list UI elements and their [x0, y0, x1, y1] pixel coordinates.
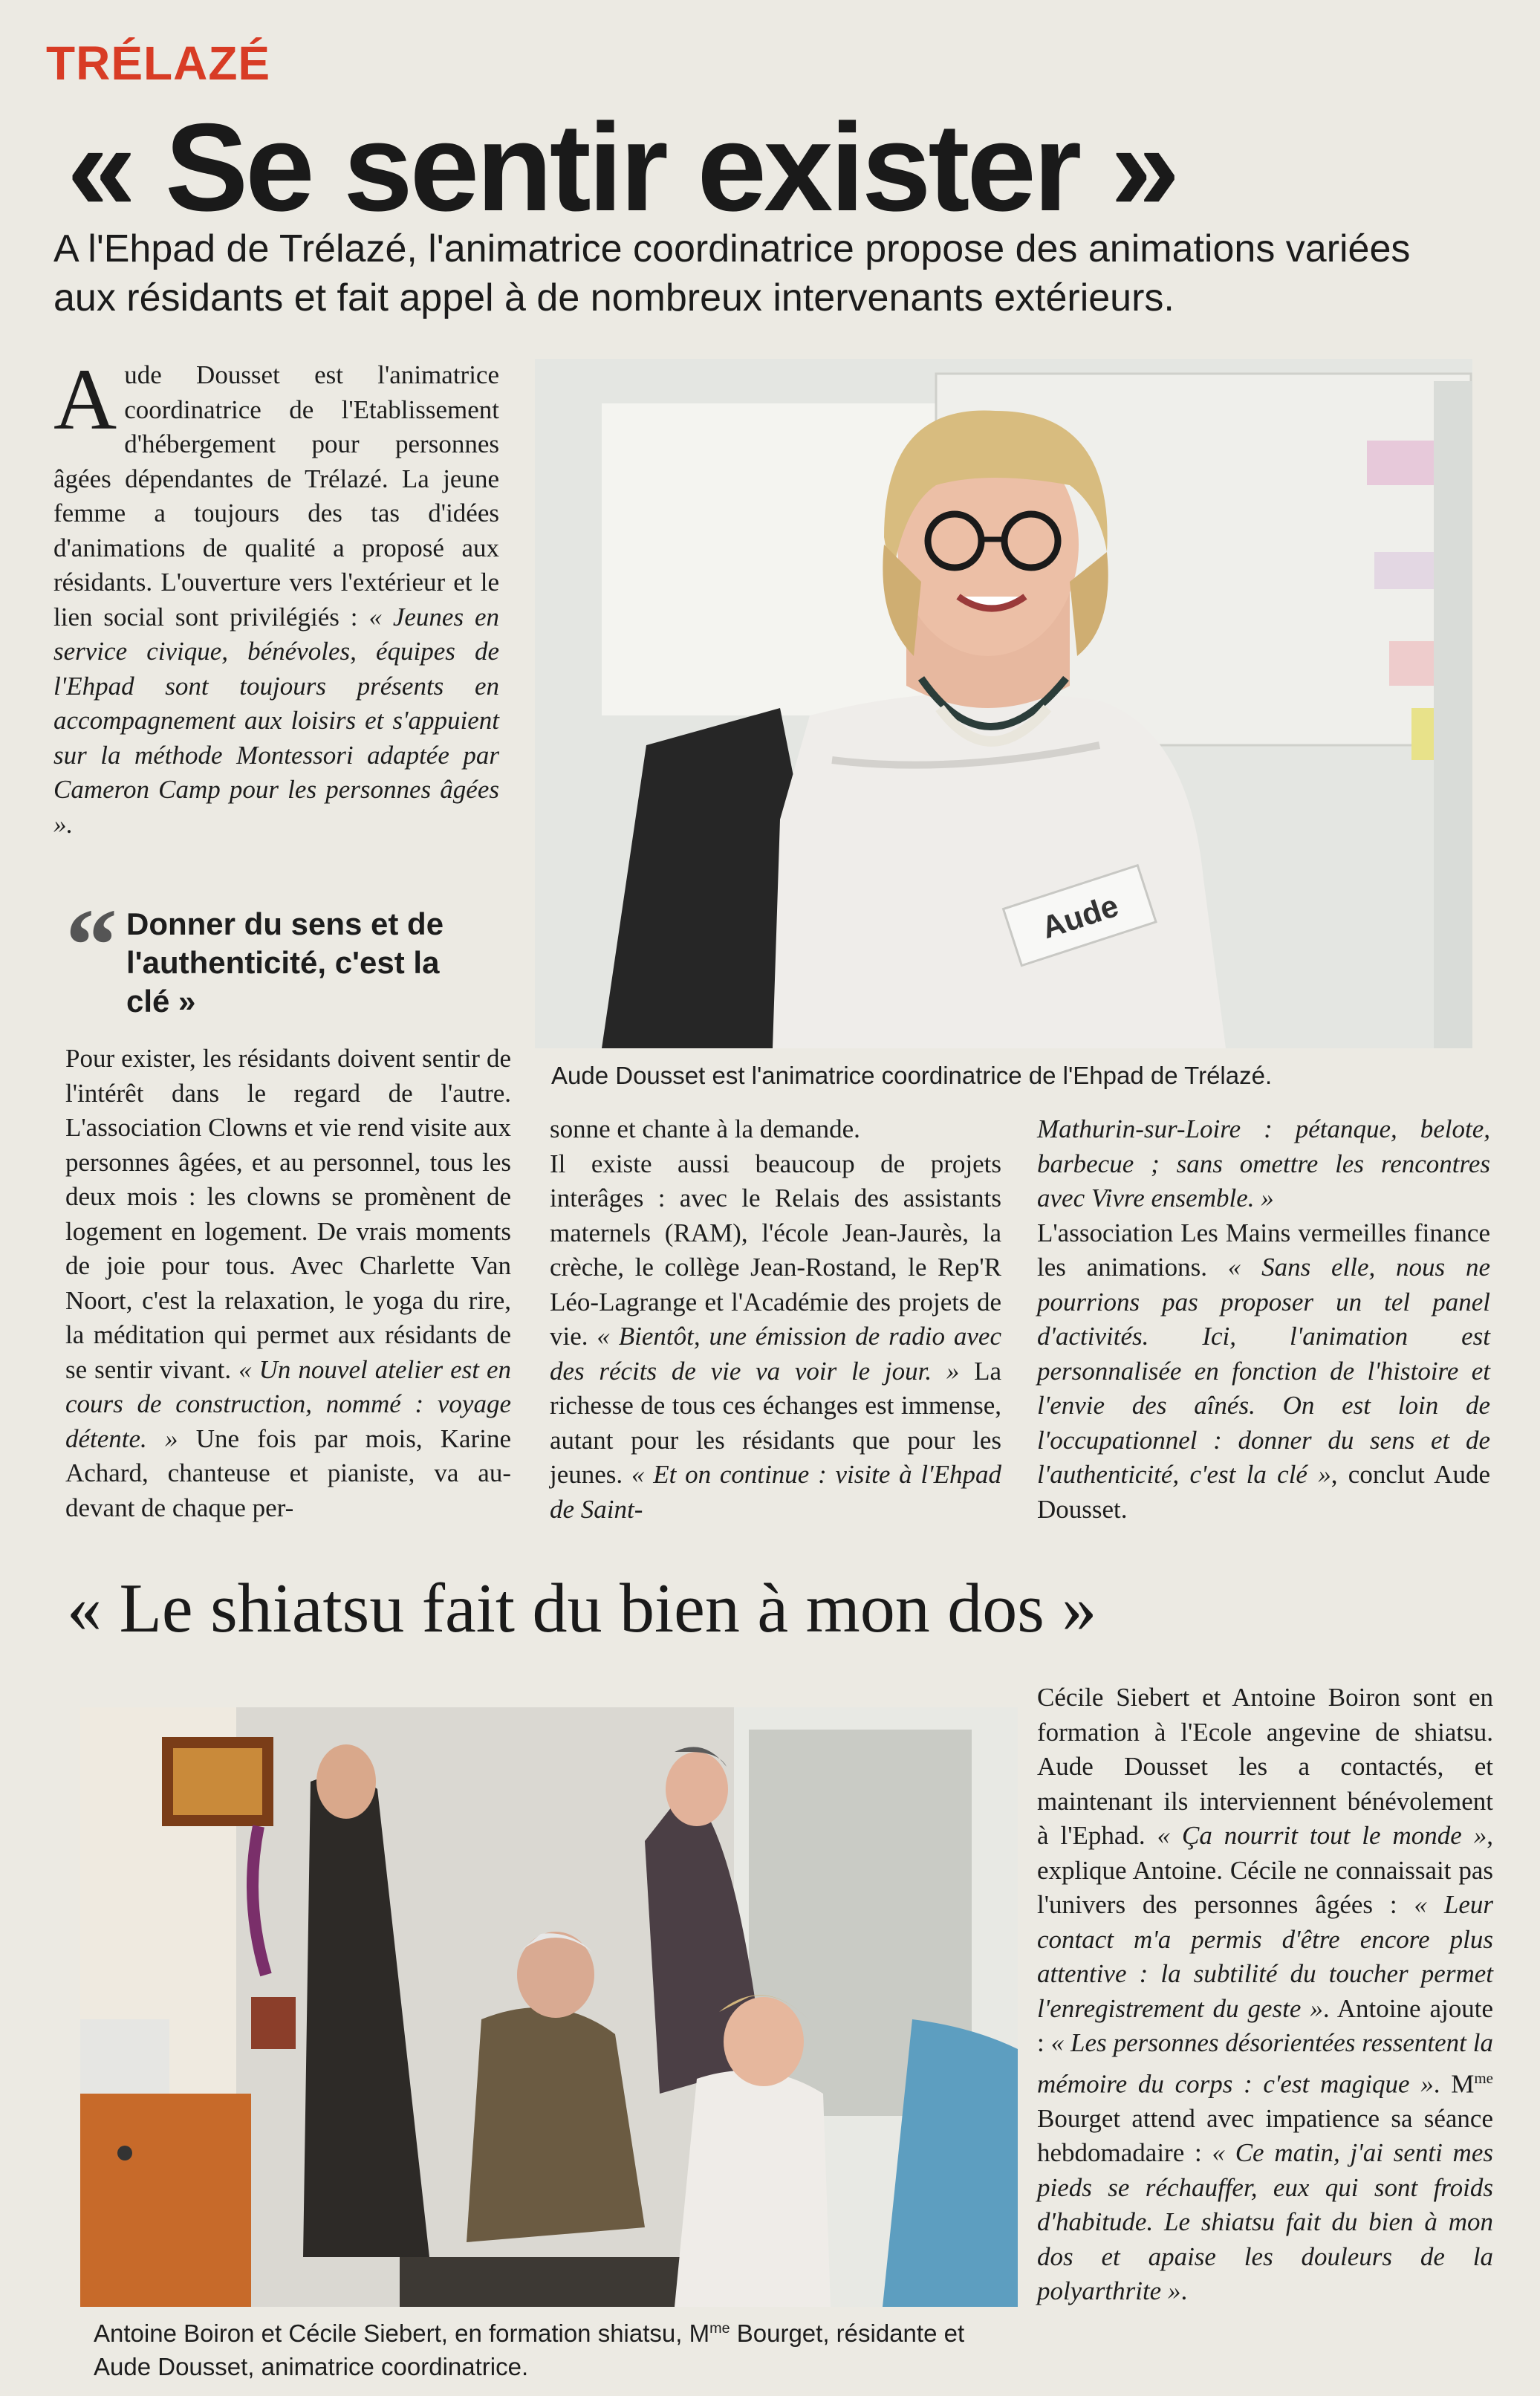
paragraph-4-a: L'association Les Mains vermeilles finance les animations. — [1037, 1218, 1490, 1282]
article-column-3: Mathurin-sur-Loire : pétanque, belote, barbecue ; sans omettre les rencontres avec Vivre ensemble. » L'association Les Mains vermeilles finance les animations. « Sans elle, nous ne pourrions pas proposer un tel panel d'activités. Ici, l'animation est personnalisée en fonction de l'histoire et l'envie des aînés. On est loin de l'occupationnel : donner du sens et de l'authenticité, c'est la clé », conclut Aude Dousset. — [1037, 1114, 1490, 1524]
shiatsu-column: Cécile Siebert et Antoine Boiron sont en formation à l'Ecole angevine de shiatsu. Aude Dousset les a contactés, et maintenant ils interviennent bénévolement à l'Ephad. « Ça nourrit tout le monde », explique Antoine. Cécile ne connaissait pas l'univers des personnes âgées : « Leur contact m'a permis d'être encore plus attentive : la subtilité du toucher permet l'enregistrement du geste ». Antoine ajoute : « Les personnes désorientées ressentent la mémoire du corps : c'est magique ». $M^{me}$ Bourget attend avec impatience sa séance hebdomadaire : « Ce matin, j'ai senti mes pieds se réchauffer, eux qui sont froids d'habitude. Le shiatsu fait du bien à mon dos et apaise les douleurs de la polyarthrite ». — [1037, 1683, 1493, 2306]
paragraph-1-quote: « Jeunes en service civique, bénévoles, équipes de l'Ehpad sont toujours présents en accompagnement aux loisirs et s'appuient sur la méthode Montessori adaptée par Cameron Camp pour les personnes âgées ». — [53, 602, 499, 839]
article-column-2: sonne et chante à la demande. Il existe aussi beaucoup de projets interâges : avec le Relais des assistants maternels (RAM), l'école Jean-Jaurès, la crèche, le collège Jean-Rostand, le Rep'R Léo-Lagrange et l'Académie des projets de vie. « Bientôt, une émission de radio avec des récits de vie va voir le jour. » La richesse de tous ces échanges est immense, autant pour les résidants que pour les jeunes. « Et on continue : visite à l'Ehpad de Saint- — [550, 1114, 1001, 1524]
standfirst: A l'Ehpad de Trélazé, l'animatrice coordinatrice propose des animations variées aux résidants et fait appel à de nombreux intervenants extérieurs. — [53, 227, 1411, 319]
paragraph-4-quote: « Sans elle, nous ne pourrions pas proposer un tel panel d'activités. Ici, l'animation est personnalisée en fonction de l'histoire et l'envie des aînés. On est loin de l'occupationnel : donner du sens et de l'authenticité, c'est la clé » — [1037, 1253, 1490, 1489]
pull-quote-text: Donner du sens et de l'authenticité, c'est la clé » — [126, 906, 444, 1019]
headline-2: « Le shiatsu fait du bien à mon dos » — [67, 1570, 1097, 1647]
quote-mark-icon: “ — [65, 888, 117, 1003]
pull-quote — [65, 888, 481, 1021]
name-badge: Aude — [1037, 888, 1122, 946]
paragraph-4-c: , conclut Aude Dousset. — [1037, 1460, 1490, 1524]
photo-1-caption: Aude Dousset est l'animatrice coordinatrice de l'Ehpad de Trélazé. — [551, 1062, 1273, 1089]
section-tag: TRÉLAZÉ — [46, 36, 271, 90]
headline: « Se sentir exister » — [67, 97, 1177, 237]
photo-shiatsu-group — [80, 1707, 1018, 2307]
photo-aude-dousset — [535, 359, 1472, 1048]
article-column-1-lower: Pour exister, les résidants doivent sentir de l'intérêt dans le regard de l'autre. L'association Clowns et vie rend visite aux personnes âgées, et au personnel, tous les deux mois : les clowns se promènent de logement en logement. De vrais moments de joie pour tous. Avec Charlette Van Noort, c'est la relaxation, le yoga du rire, la méditation qui permet aux résidants de se sentir vivant. « Un nouvel atelier est en cours de construction, nommé : voyage détente. » Une fois par mois, Karine Achard, chanteuse et pianiste, va au-devant de chaque per- — [65, 1044, 511, 1522]
paragraph-1: ude Dousset est l'animatrice coordinatrice de l'Etablissement d'hébergement pour personnes âgées dépendantes de Trélazé. La jeune femme a toujours des tas d'idées d'animations de qualité a proposé aux résidants. L'ouverture vers l'extérieur et le lien social sont privilégiés : — [53, 360, 499, 632]
group-illustration — [80, 1707, 1018, 2307]
article-column-1 — [53, 351, 499, 842]
drop-cap: A — [53, 351, 117, 448]
photo-2-caption: Antoine Boiron et Cécile Siebert, en formation shiatsu, $M^{me}$ Bourget, résidante et Aude Dousset, animatrice coordinatrice. — [94, 2319, 965, 2380]
portrait-illustration — [535, 359, 1472, 1048]
